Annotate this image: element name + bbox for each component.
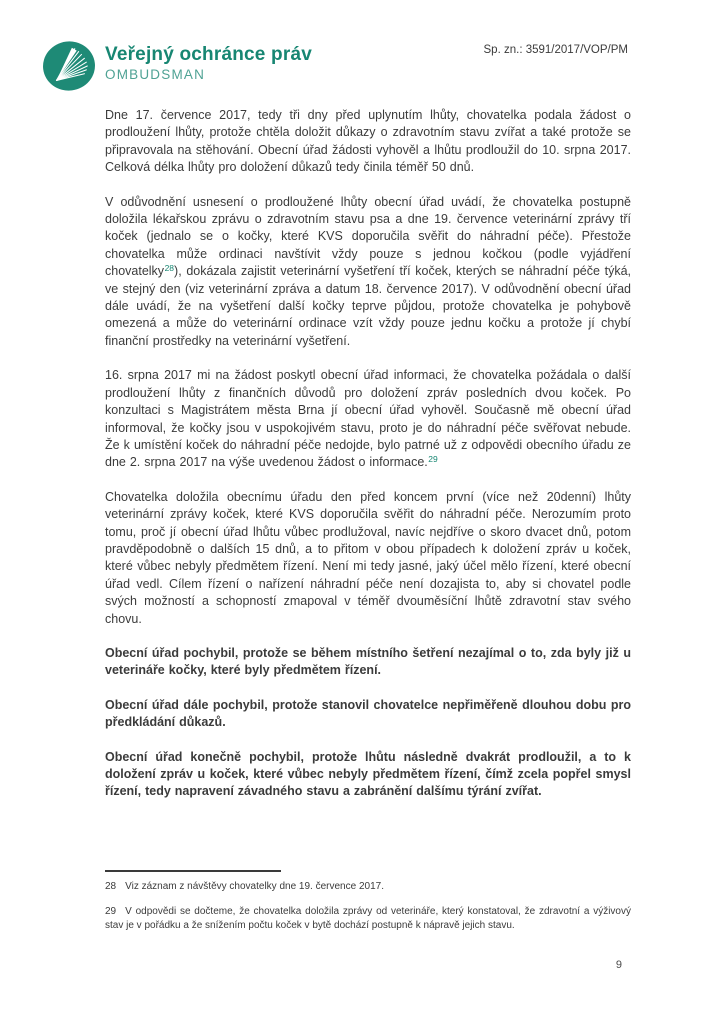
paragraph-text: Dne 17. července 2017, tedy tři dny před uplynutím lhůty, chovatelka podala žádost o prodloužení lhůty, protože chtěla doložit důkazy o zdravotním stavu zvířat a také protože se připravovala na stěhování. Obecní úřad žádosti vyhověl a lhůtu prodloužil do 10. srpna 2017. Celková délka lhůty pro doložení důkazů tedy činila téměř 50 dnů. <box>105 108 631 175</box>
finding-paragraph <box>105 697 631 732</box>
footnotes-section <box>105 870 631 943</box>
finding-paragraph <box>105 645 631 680</box>
ombudsman-logo-icon <box>42 40 96 92</box>
footnote-text: Viz záznam z návštěvy chovatelky dne 19. července 2017. <box>125 881 384 892</box>
footnote-text: V odpovědi se dočteme, že chovatelka doložila zprávy od veterináře, který konstatoval, že zdravotní a výživový stav je v pořádku a že snížením počtu koček v bytě dochází postupně k nápravě jejich stavu. <box>105 905 631 931</box>
footnote-reference: 29 <box>428 453 438 464</box>
brand-title: Veřejný ochránce práv <box>105 44 312 65</box>
document-paragraphs <box>105 107 631 818</box>
finding-paragraph <box>105 749 631 801</box>
paragraph-text: Chovatelka doložila obecnímu úřadu den před koncem první (více než 20denní) lhůty veterinární zprávy koček, které KVS doporučila svěřit do náhradní péče. Nerozumím proto tomu, proč jí obecní úřad lhůtu vůbec prodlužoval, navíc nejdříve o skoro dvacet dnů, potom pravděpodobně o dalších 15 dnů, a to přitom v obou případech k doložení zpráv u koček, které vůbec nebyly předmětem řízení. Není mi tedy jasné, jaký účel mělo řízení, které obecní úřad vedl. Cílem řízení o nařízení náhradní péče není dozajista to, aby si chovatel podle svých možností a schopností zmapoval v téměř dvouměsíční lhůtě zdravotní stav svého chovu. <box>105 489 631 626</box>
paragraph-text: V odůvodnění usnesení o prodloužené lhůty obecní úřad uvádí, že chovatelka postupně doložila lékařskou zprávu o zdravotním stavu psa a dne 19. července veterinární zprávy tří koček (jednalo se o kočky, které KVS doporučila svěřit do náhradní péče). Přestože chovatelka může ordinaci navštívit vždy pouze s jednou kočkou (podle vyjádření chovatelky <box>105 194 631 279</box>
body-paragraph <box>105 489 631 628</box>
paragraph-text: Obecní úřad dále pochybil, protože stanovil chovatelce nepřiměřeně dlouhou dobu pro předkládání důkazů. <box>105 697 631 730</box>
page-number: 9 <box>615 959 622 971</box>
footnote-reference: 28 <box>164 262 175 273</box>
header-brand <box>42 40 312 92</box>
paragraph-text: Obecní úřad konečně pochybil, protože lhůtu následně dvakrát prodloužil, a to k doložení zpráv u koček, které vůbec nebyly předmětem řízení, čímž zcela popřel smysl řízení, tedy napravení závadného stavu a zabránění dalšímu týrání zvířat. <box>105 749 631 799</box>
reference-number: Sp. zn.: 3591/2017/VOP/PM <box>483 44 628 56</box>
footnote <box>105 880 631 894</box>
brand-text <box>105 40 312 82</box>
brand-subtitle: OMBUDSMAN <box>105 67 206 82</box>
body-paragraph <box>105 194 631 351</box>
footnote-number: 28 <box>105 881 117 892</box>
body-paragraph <box>105 367 631 471</box>
footnotes-list <box>105 880 631 932</box>
body-paragraph <box>105 107 631 177</box>
footnote-separator <box>105 870 281 872</box>
footnote <box>105 905 631 933</box>
paragraph-text: 16. srpna 2017 mi na žádost poskytl obecní úřad informaci, že chovatelka požádala o další prodloužení lhůty z finančních důvodů pro doložení zpráv posledních dvou koček. Po konzultaci s Magistrátem města Brna jí obecní úřad vyhověl. Současně mě obecní úřad informoval, že kočky jsou v uspokojivém stavu, proto je do náhradní péče svěřovat nebude. Že k umístění koček do náhradní péče nedojde, bylo patrné už z odpovědi obecního úřadu ze dne 2. srpna 2017 na výše uvedenou žádost o informace. <box>105 368 631 470</box>
paragraph-text: ), dokázala zajistit veterinární vyšetření tří koček, kterých se náhradní péče týká, ve stejný den (viz veterinární zpráva a datum 18. července 2017). V odůvodnění obecní úřad dále uvádí, že na vyšetření další kočky teprve půjdou, protože chovatelka je pohybově omezená a může do veterinární ordinace vzít vždy pouze jednu kočku a protože jí chybí finanční prostředky na veterinární vyšetření. <box>105 264 631 348</box>
footnote-number: 29 <box>105 905 117 917</box>
paragraph-text: Obecní úřad pochybil, protože se během místního šetření nezajímal o to, zda byly již u veterináře kočky, které byly předmětem řízení. <box>105 645 631 678</box>
